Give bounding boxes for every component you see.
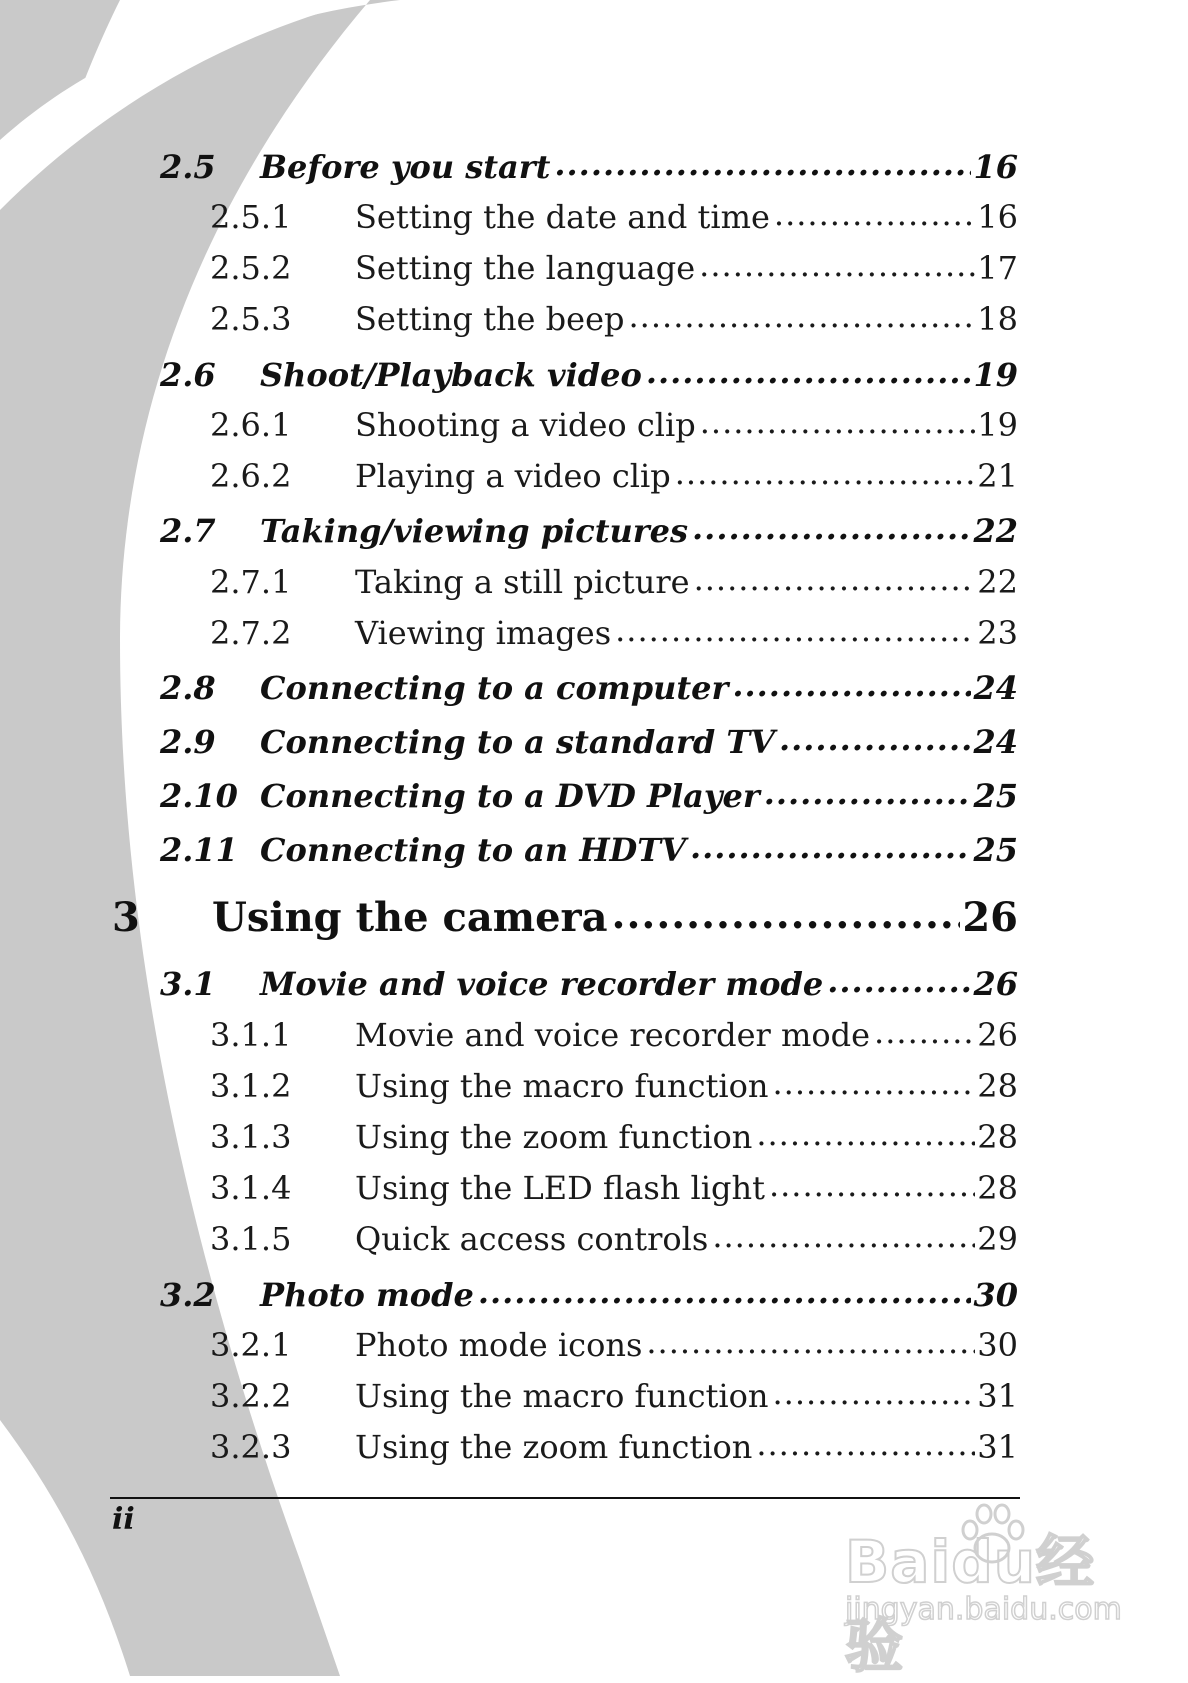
toc-entry[interactable] (210, 1067, 1018, 1105)
toc-entry-number: 2.5.1 (210, 198, 292, 236)
toc-entry-title: Setting the language (355, 249, 696, 287)
baidu-watermark (840, 1500, 1140, 1680)
toc-entry-number: 2.6.1 (210, 406, 292, 444)
toc-dot-leader (646, 1323, 975, 1361)
toc-entry[interactable] (160, 356, 1018, 394)
toc-entry[interactable] (210, 1220, 1018, 1258)
toc-dot-leader (629, 297, 976, 335)
toc-entry-title: Photo mode icons (355, 1326, 643, 1364)
toc-entry[interactable] (210, 406, 1018, 444)
toc-entry[interactable] (160, 669, 1018, 707)
toc-entry[interactable] (210, 563, 1018, 601)
toc-entry-title: Movie and voice recorder mode (355, 1016, 871, 1054)
toc-entry-number: 2.6 (160, 356, 216, 394)
toc-entry-number: 2.10 (160, 777, 238, 815)
toc-entry-title: Playing a video clip (355, 457, 671, 495)
toc-entry-number: 2.8 (160, 669, 216, 707)
toc-entry-number: 2.5 (160, 148, 216, 186)
toc-dot-leader (699, 246, 975, 284)
toc-entry[interactable] (210, 300, 1018, 338)
toc-entry[interactable] (160, 965, 1018, 1003)
toc-entry-page: 19 (977, 406, 1018, 444)
toc-entry-page: 28 (977, 1169, 1018, 1207)
toc-entry[interactable] (210, 1377, 1018, 1415)
toc-chapter-page: 26 (962, 894, 1018, 941)
toc-entry-page: 17 (977, 249, 1018, 287)
toc-entry[interactable] (160, 831, 1018, 869)
toc-entry[interactable] (160, 512, 1018, 550)
toc-entry-title: Using the LED flash light (355, 1169, 765, 1207)
toc-entry-title: Using the macro function (355, 1067, 769, 1105)
toc-dot-leader (756, 1425, 975, 1463)
toc-entry[interactable] (210, 614, 1018, 652)
toc-entry-number: 2.7 (160, 512, 216, 550)
toc-entry-page: 28 (977, 1067, 1018, 1105)
toc-entry-number: 2.7.2 (210, 614, 292, 652)
toc-entry-page: 29 (977, 1220, 1018, 1258)
toc-entry-page: 30 (977, 1326, 1018, 1364)
toc-chapter-number: 3 (112, 894, 140, 941)
toc-entry-number: 3.1.2 (210, 1067, 292, 1105)
toc-entry-page: 22 (977, 563, 1018, 601)
toc-dot-leader (690, 828, 972, 866)
toc-dot-leader (646, 353, 972, 391)
toc-entry-title: Shooting a video clip (355, 406, 696, 444)
toc-entry-page: 25 (973, 777, 1018, 815)
toc-entry[interactable] (210, 1169, 1018, 1207)
toc-dot-leader (612, 891, 961, 938)
toc-entry-title: Connecting to an HDTV (260, 831, 686, 869)
toc-entry-title: Quick access controls (355, 1220, 709, 1258)
footer-divider (110, 1497, 1020, 1499)
toc-entry-title: Setting the beep (355, 300, 625, 338)
toc-entry[interactable] (210, 1326, 1018, 1364)
toc-dot-leader (774, 195, 975, 233)
toc-entry-page: 26 (973, 965, 1018, 1003)
toc-entry-number: 2.5.3 (210, 300, 292, 338)
toc-entry-title: Using the macro function (355, 1377, 769, 1415)
toc-entry-title: Viewing images (355, 614, 612, 652)
toc-dot-leader (732, 666, 971, 704)
toc-dot-leader (554, 145, 971, 183)
footer-page-number: ii (112, 1502, 135, 1537)
toc-entry-page: 30 (973, 1276, 1018, 1314)
toc-entry-title: Setting the date and time (355, 198, 770, 236)
toc-entry-title: Taking a still picture (355, 563, 690, 601)
toc-entry-title: Taking/viewing pictures (260, 512, 689, 550)
toc-dot-leader (764, 774, 972, 812)
toc-entry-title: Connecting to a computer (260, 669, 729, 707)
toc-entry[interactable] (210, 1016, 1018, 1054)
toc-dot-leader (769, 1166, 975, 1204)
toc-entry-page: 23 (977, 614, 1018, 652)
toc-dot-leader (694, 560, 976, 598)
toc-dot-leader (773, 1064, 976, 1102)
toc-entry-page: 21 (977, 457, 1018, 495)
toc-entry-page: 24 (973, 669, 1018, 707)
toc-entry-title: Photo mode (260, 1276, 474, 1314)
toc-entry[interactable] (210, 1118, 1018, 1156)
toc-entry[interactable] (210, 249, 1018, 287)
toc-entry-number: 3.1.3 (210, 1118, 292, 1156)
toc-dot-leader (700, 403, 976, 441)
toc-dot-leader (675, 454, 976, 492)
toc-entry-number: 2.11 (160, 831, 238, 869)
watermark-logo-text: Baidu经验 (845, 1528, 1096, 1680)
toc-entry-page: 16 (973, 148, 1018, 186)
toc-entry[interactable] (160, 148, 1018, 186)
toc-entry-page: 16 (977, 198, 1018, 236)
toc-entry-number: 3.2 (160, 1276, 216, 1314)
toc-chapter-title: Using the camera (212, 894, 608, 941)
toc-entry-page: 19 (973, 356, 1018, 394)
toc-dot-leader (779, 720, 972, 758)
toc-entry-title: Movie and voice recorder mode (260, 965, 824, 1003)
toc-entry[interactable] (210, 1428, 1018, 1466)
toc-entry[interactable] (160, 723, 1018, 761)
toc-entry-page: 28 (977, 1118, 1018, 1156)
toc-dot-leader (478, 1273, 972, 1311)
toc-entry-number: 3.2.2 (210, 1377, 292, 1415)
toc-entry[interactable] (160, 777, 1018, 815)
toc-entry[interactable] (160, 1276, 1018, 1314)
toc-entry[interactable] (210, 198, 1018, 236)
toc-dot-leader (756, 1115, 975, 1153)
toc-dot-leader (874, 1013, 975, 1051)
toc-entry-number: 3.2.1 (210, 1326, 292, 1364)
toc-entry-number: 3.1.5 (210, 1220, 292, 1258)
toc-entry-title: Using the zoom function (355, 1118, 753, 1156)
toc-entry-number: 2.5.2 (210, 249, 292, 287)
toc-entry-number: 3.1.4 (210, 1169, 292, 1207)
toc-dot-leader (773, 1374, 976, 1412)
toc-dot-leader (712, 1217, 975, 1255)
toc-entry-title: Connecting to a standard TV (260, 723, 775, 761)
toc-dot-leader (692, 509, 971, 547)
toc-entry-title: Connecting to a DVD Player (260, 777, 760, 815)
toc-entry-page: 25 (973, 831, 1018, 869)
toc-entry-number: 2.6.2 (210, 457, 292, 495)
toc-entry-number: 2.9 (160, 723, 216, 761)
toc-entry-page: 24 (973, 723, 1018, 761)
toc-entry-number: 3.2.3 (210, 1428, 292, 1466)
toc-chapter-entry[interactable] (112, 894, 1018, 941)
toc-entry-page: 31 (977, 1377, 1018, 1415)
toc-entry-page: 26 (977, 1016, 1018, 1054)
toc-entry-number: 3.1 (160, 965, 216, 1003)
toc-entry-page: 18 (977, 300, 1018, 338)
toc-entry-title: Before you start (260, 148, 551, 186)
toc-entry[interactable] (210, 457, 1018, 495)
toc-dot-leader (827, 962, 971, 1000)
toc-entry-number: 3.1.1 (210, 1016, 292, 1054)
toc-entry-title: Shoot/Playback video (260, 356, 642, 394)
watermark-url-text: jingyan.baidu.com (845, 1592, 1122, 1627)
toc-dot-leader (615, 611, 975, 649)
toc-entry-title: Using the zoom function (355, 1428, 753, 1466)
toc-entry-page: 31 (977, 1428, 1018, 1466)
toc-entry-page: 22 (973, 512, 1018, 550)
toc-entry-number: 2.7.1 (210, 563, 292, 601)
